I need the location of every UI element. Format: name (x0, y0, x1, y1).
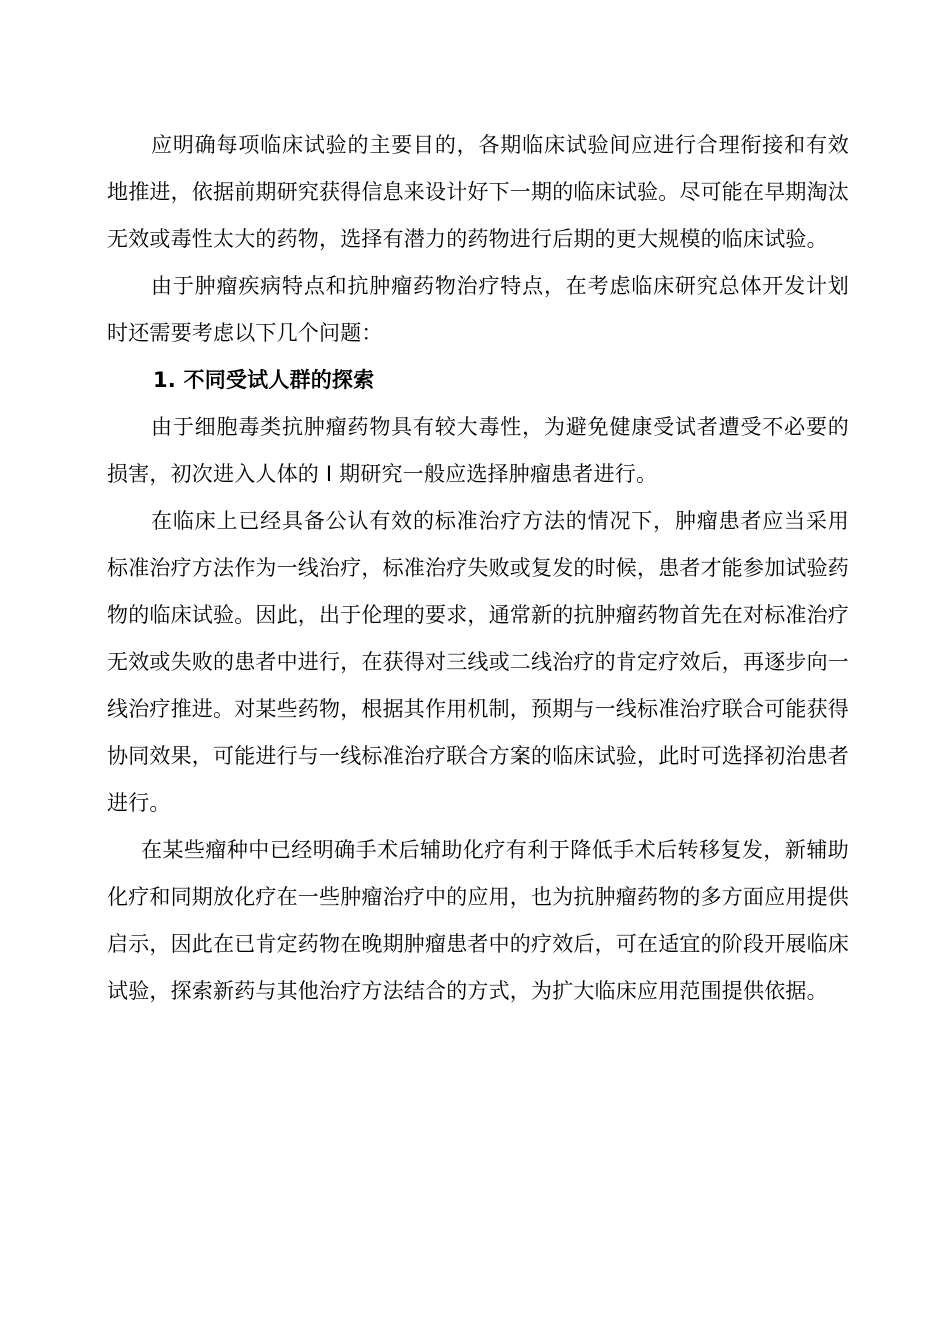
paragraph-standard-treatment: 在临床上已经具备公认有效的标准治疗方法的情况下，肿瘤患者应当采用标准治疗方法作为一线治疗，标准治疗失败或复发的时候，患者才能参加试验药物的临床试验。因此，出于伦理的要求，通常新的抗肿瘤药物首先在对标准治疗无效或失败的患者中进行，在获得对三线或二线治疗的肯定疗效后，再逐步向一线治疗推进。对某些药物，根据其作用机制，预期与一线标准治疗联合可能获得协同效果，可能进行与一线标准治疗联合方案的临床试验，此时可选择初治患者进行。 (107, 509, 849, 815)
paragraph-cytotoxic-drugs: 由于细胞毒类抗肿瘤药物具有较大毒性，为避免健康受试者遭受不必要的损害，初次进入人体的 I 期研究一般应选择肿瘤患者进行。 (107, 415, 849, 486)
section-heading: 1. 不同受试人群的探索 (153, 368, 375, 392)
paragraph-trial-objectives: 应明确每项临床试验的主要目的，各期临床试验间应进行合理衔接和有效地推进，依据前期研究获得信息来设计好下一期的临床试验。尽可能在早期淘汰无效或毒性太大的药物，选择有潜力的药物进行后期的更大规模的临床试验。 (107, 133, 849, 251)
paragraph-development-plan: 由于肿瘤疾病特点和抗肿瘤药物治疗特点，在考虑临床研究总体开发计划时还需要考虑以下几个问题： (107, 274, 849, 345)
document-body (107, 122, 849, 1015)
paragraph-adjuvant-therapy: 在某些瘤种中已经明确手术后辅助化疗有利于降低手术后转移复发，新辅助化疗和同期放化疗在一些肿瘤治疗中的应用，也为抗肿瘤药物的多方面应用提供启示，因此在已肯定药物在晚期肿瘤患者中的疗效后，可在适宜的阶段开展临床试验，探索新药与其他治疗方法结合的方式，为扩大临床应用范围提供依据。 (107, 838, 849, 1003)
